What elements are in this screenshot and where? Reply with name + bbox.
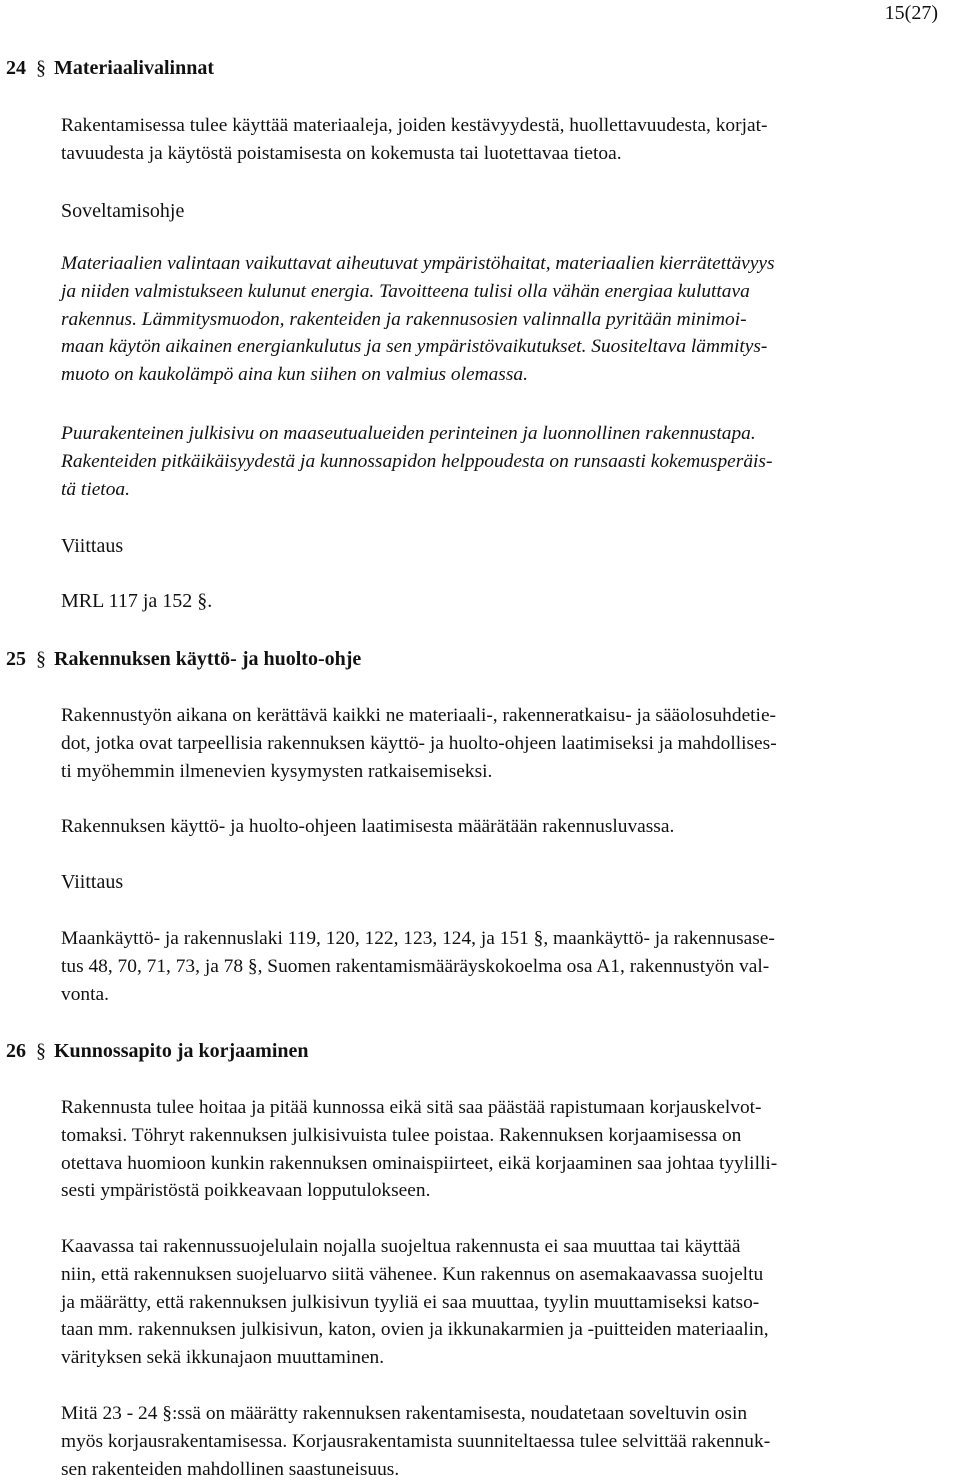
text-line: sesti ympäristöstä poikkeavaan lopputulokseen.: [61, 1180, 431, 1202]
text-line: maan käytön aikainen energiankulutus ja sen ympäristövaikutukset. Suositeltava lämmitys-: [61, 336, 768, 358]
text-line: Maankäyttö- ja rakennuslaki 119, 120, 122, 123, 124, ja 151 §, maankäyttö- ja rakennusase-: [61, 928, 775, 949]
text-line: Rakentamisessa tulee käyttää materiaaleja, joiden kestävyydestä, huollettavuudesta, korjat-: [61, 115, 768, 136]
section-26-paragraph-3: [61, 1400, 953, 1483]
text-line: tomaksi. Töhryt rakennuksen julkisivuista tulee poistaa. Rakennuksen korjaamisessa on: [61, 1124, 742, 1146]
section-sign: §: [36, 57, 46, 79]
text-line: taan mm. rakennuksen julkisivun, katon, ovien ja ikkunakarmien ja -puitteiden materiaalin,: [61, 1319, 769, 1341]
section-number: 24: [6, 57, 26, 79]
text-line: ti myöhemmin ilmenevien kysymysten ratkaisemiseksi.: [61, 760, 493, 782]
section-number: 26: [6, 1040, 26, 1062]
text-line: tä tietoa.: [61, 478, 130, 500]
text-line: niin, että rakennuksen suojeluarvo siitä vähenee. Kun rakennus on asemakaavassa suojeltu: [61, 1263, 764, 1285]
text-line: Kaavassa tai rakennussuojelulain nojalla suojeltua rakennusta ei saa muuttaa tai käyttää: [61, 1236, 741, 1257]
section-sign: §: [36, 1040, 46, 1062]
section-24-intro: [61, 112, 953, 168]
section-25-paragraph-1: [61, 702, 953, 785]
section-25-paragraph-2: [61, 813, 953, 841]
text-line: Rakennuksen käyttö- ja huolto-ohjeen laatimisesta määrätään rakennusluvassa.: [61, 816, 675, 837]
guide-label: Soveltamisohje: [61, 200, 185, 222]
text-line: Puurakenteinen julkisivu on maaseutualueiden perinteinen ja luonnollinen rakennustapa.: [61, 423, 756, 444]
section-title: Kunnossapito ja korjaaminen: [54, 1040, 309, 1062]
text-line: sen rakenteiden mahdollinen saastuneisuus.: [61, 1458, 400, 1480]
guide-paragraph-1: [61, 250, 953, 389]
text-line: Rakennustyön aikana on kerättävä kaikki ne materiaali-, rakenneratkaisu- ja sääolosuhdetie-: [61, 705, 777, 726]
text-line: Materiaalien valintaan vaikuttavat aiheutuvat ympäristöhaitat, materiaalien kierrätettävyys: [61, 253, 775, 274]
reference-text: MRL 117 ja 152 §.: [61, 590, 213, 612]
text-line: Mitä 23 - 24 §:ssä on määrätty rakennuksen rakentamisesta, noudatetaan soveltuvin osin: [61, 1403, 748, 1424]
text-line: ja määrätty, että rakennuksen julkisivun tyyliä ei saa muuttaa, tyylin muuttamiseksi katso-: [61, 1291, 760, 1313]
reference-label: Viittaus: [61, 871, 124, 893]
section-number: 25: [6, 648, 26, 670]
text-line: värityksen sekä ikkunajaon muuttaminen.: [61, 1347, 385, 1369]
section-title: Rakennuksen käyttö- ja huolto-ohje: [54, 648, 362, 670]
section-heading-24: [6, 55, 214, 81]
text-line: dot, jotka ovat tarpeellisia rakennuksen käyttö- ja huolto-ohjeen laatimiseksi ja mahdollises-: [61, 732, 777, 754]
reference-label: Viittaus: [61, 535, 124, 557]
section-26-paragraph-2: [61, 1233, 953, 1372]
text-line: vonta.: [61, 983, 109, 1005]
guide-paragraph-2: [61, 420, 953, 503]
page-number: 15(27): [884, 2, 938, 24]
section-heading-25: [6, 646, 361, 672]
text-line: ja niiden valmistukseen kulunut energia. Tavoitteena tulisi olla vähän energiaa kuluttava: [61, 280, 750, 302]
section-sign: §: [36, 648, 46, 670]
section-25-reference: [61, 925, 953, 1008]
text-line: myös korjausrakentamisessa. Korjausrakentamista suunniteltaessa tulee selvittää rakennuk-: [61, 1430, 771, 1452]
text-line: muoto on kaukolämpö aina kun siihen on valmius olemassa.: [61, 364, 528, 386]
text-line: otettava huomioon kunkin rakennuksen ominaispiirteet, eikä korjaaminen saa johtaa tyylilli-: [61, 1152, 778, 1174]
text-line: tus 48, 70, 71, 73, ja 78 §, Suomen rakentamismääräyskokoelma osa A1, rakennustyön val-: [61, 955, 770, 977]
text-line: rakennus. Lämmitysmuodon, rakenteiden ja rakennusosien valinnalla pyritään minimoi-: [61, 308, 747, 330]
section-title: Materiaalivalinnat: [54, 57, 214, 79]
text-line: tavuudesta ja käytöstä poistamisesta on kokemusta tai luotettavaa tietoa.: [61, 142, 622, 164]
section-heading-26: [6, 1038, 309, 1064]
text-line: Rakenteiden pitkäikäisyydestä ja kunnossapidon helppoudesta on runsaasti kokemusperäis-: [61, 450, 773, 472]
text-line: Rakennusta tulee hoitaa ja pitää kunnossa eikä sitä saa päästää rapistumaan korjauskelvot-: [61, 1097, 762, 1118]
section-26-paragraph-1: [61, 1094, 953, 1205]
